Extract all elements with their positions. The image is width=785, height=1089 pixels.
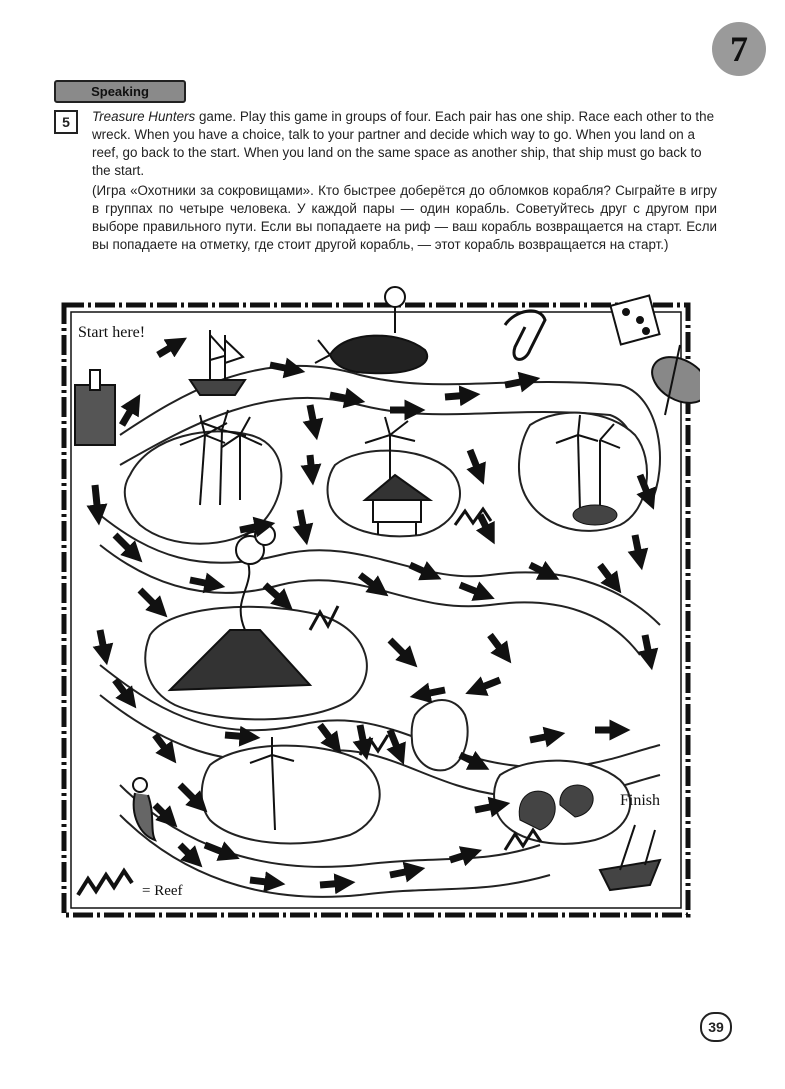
instruction-en bbox=[92, 108, 717, 180]
task-title: Treasure Hunters bbox=[92, 109, 196, 124]
island-children bbox=[412, 700, 468, 770]
lighthouse bbox=[75, 370, 115, 445]
section-tab bbox=[54, 80, 186, 103]
finish-label: Finish bbox=[620, 792, 661, 809]
task-number: 5 bbox=[54, 110, 78, 134]
treasure-map bbox=[60, 285, 700, 925]
task-instructions bbox=[92, 108, 717, 254]
instruction-en-text: game. Play this game in groups of four. Each pair has one ship. Race each other to the wreck. When you have a choice, talk to your partner and decide which way to go. When you land on a reef, go back to the start. When you land on the same space as another ship, that ship must go back to the start. bbox=[92, 109, 715, 178]
page-number: 39 bbox=[700, 1012, 732, 1042]
islands bbox=[125, 413, 647, 844]
ship-start bbox=[190, 330, 245, 395]
section-label: Speaking bbox=[91, 84, 149, 99]
whale bbox=[315, 287, 427, 373]
legend-text: = Reef bbox=[142, 883, 183, 899]
reef-legend-icon bbox=[78, 871, 132, 895]
turtle bbox=[573, 505, 617, 525]
instruction-ru: (Игра «Охотники за сокровищами». Кто быстрее доберётся до обломков корабля? Сыграйте в игру в группах по четыре человека. У каждой пары — один корабль. Советуйтесь друг с другом при выборе правильного пути. Если вы попадаете на риф — ваш корабль возвращается на старт. Если вы попадаете на отметку, где стоит другой корабль, — этот корабль возвращается на старт.) bbox=[92, 183, 717, 252]
start-label: Start here! bbox=[78, 324, 146, 341]
paper-clip bbox=[505, 311, 545, 359]
unit-number: 7 bbox=[730, 29, 748, 69]
die bbox=[611, 296, 660, 345]
spinner bbox=[644, 345, 700, 415]
unit-badge bbox=[712, 22, 766, 76]
